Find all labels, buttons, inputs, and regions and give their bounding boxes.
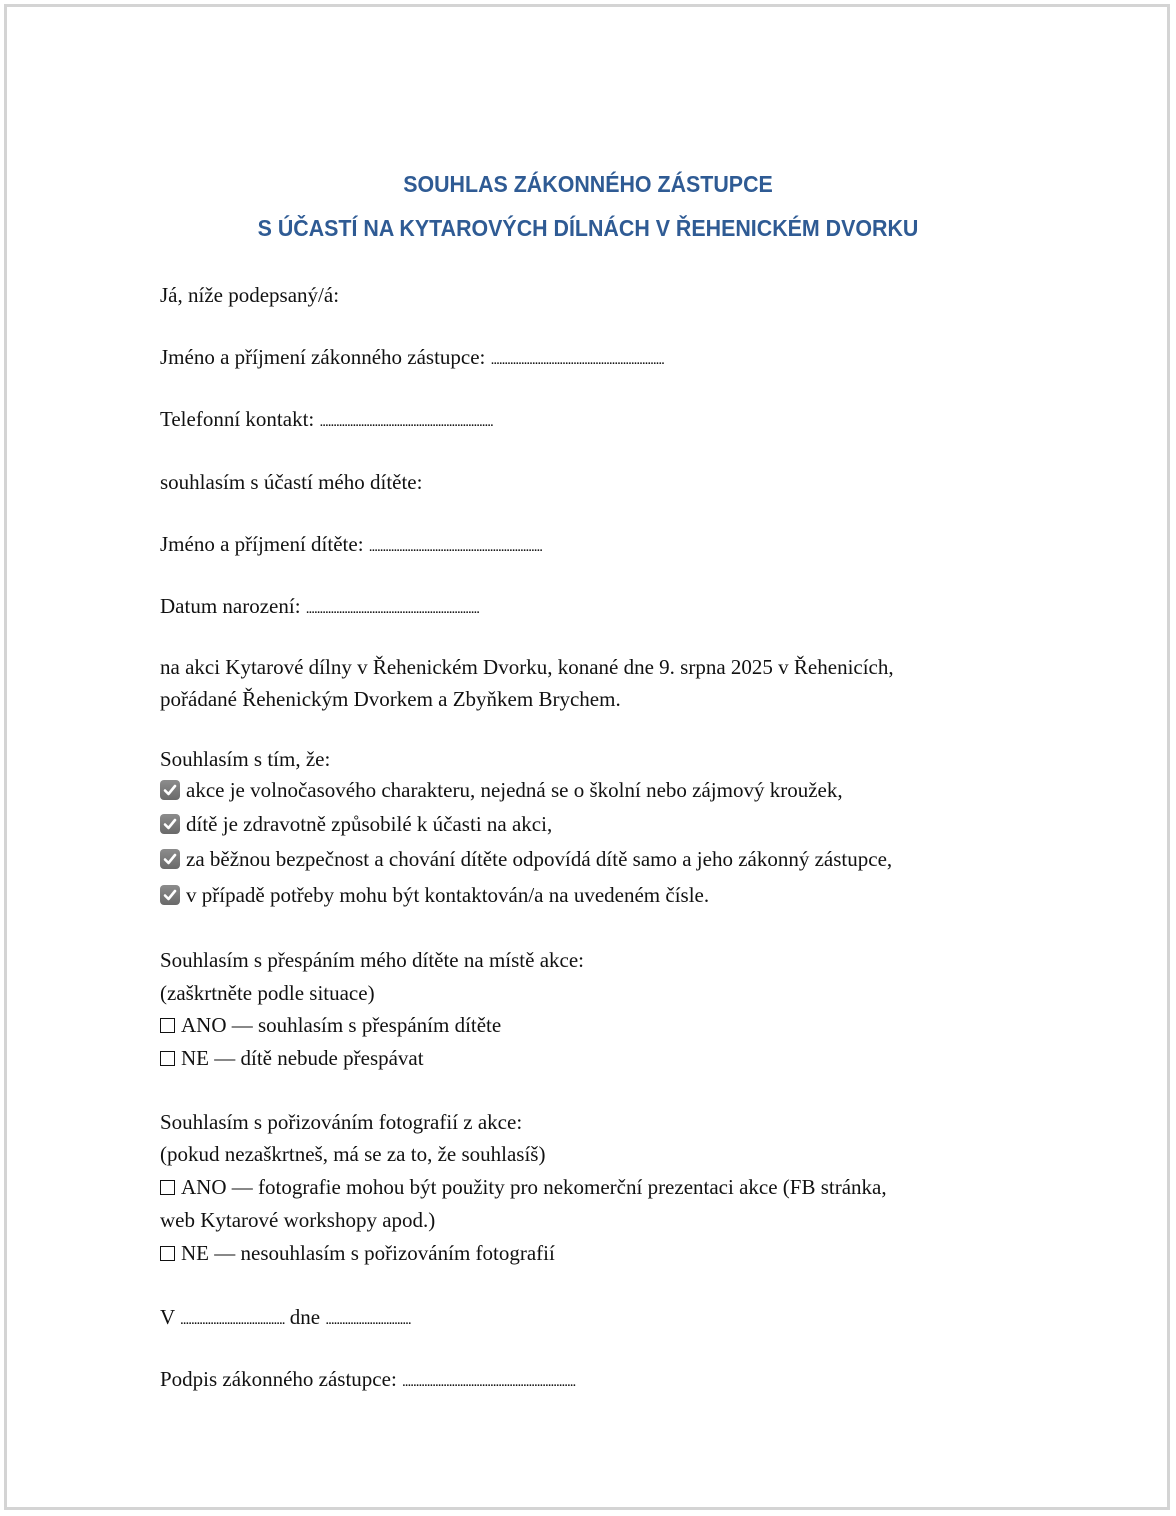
overnight-option-no[interactable]	[160, 1046, 424, 1071]
date-label: dne	[289, 1305, 321, 1329]
agreement-item-text: dítě je zdravotně způsobilé k účasti na akci,	[186, 812, 553, 836]
event-text-line-2: pořádané Řehenickým Dvorkem a Zbyňkem Brychem.	[160, 687, 621, 711]
guardian-name-label: Jméno a příjmení zákonného zástupce:	[160, 345, 486, 369]
agreement-item-text: v případě potřeby mohu být kontaktován/a na uvedeném čísle.	[186, 883, 710, 907]
birth-date-label: Datum narození:	[160, 594, 301, 618]
document-title-line-2: S ÚČASTÍ NA KYTAROVÝCH DÍLNÁCH V ŘEHENICKÉM DVORKU	[257, 215, 919, 241]
phone-field	[160, 407, 493, 432]
intro-text: Já, níže podepsaný/á:	[160, 283, 340, 307]
overnight-option-yes[interactable]	[160, 1013, 501, 1038]
checked-checkbox-icon[interactable]	[160, 849, 180, 869]
photos-heading: Souhlasím s pořizováním fotografií z akce:	[160, 1110, 523, 1134]
photos-note: (pokud nezaškrtneš, má se za to, že souhlasíš)	[160, 1142, 546, 1166]
guardian-name-blank[interactable]: ...............................................................	[490, 352, 664, 368]
overnight-option-yes-text: ANO — souhlasím s přespáním dítěte	[181, 1013, 502, 1037]
checked-checkbox-icon[interactable]	[160, 780, 180, 800]
photos-option-no[interactable]	[160, 1241, 555, 1266]
child-name-label: Jméno a příjmení dítěte:	[160, 532, 364, 556]
signature-label: Podpis zákonného zástupce:	[160, 1367, 397, 1391]
birth-date-blank[interactable]: ...............................................................	[305, 601, 480, 617]
photos-option-yes[interactable]	[160, 1175, 887, 1200]
agreement-item[interactable]	[160, 883, 709, 908]
photos-option-yes-text: ANO — fotografie mohou být použity pro nekomerční prezentaci akce (FB stránka,	[181, 1175, 887, 1199]
event-text-line-1: na akci Kytarové dílny v Řehenickém Dvorku, konané dne 9. srpna 2025 v Řehenicích,	[160, 655, 894, 679]
child-name-blank[interactable]: ...............................................................	[368, 539, 543, 555]
date-blank[interactable]: ...............................	[325, 1312, 411, 1328]
guardian-name-field	[160, 345, 664, 370]
checked-checkbox-icon[interactable]	[160, 814, 180, 834]
birth-date-field	[160, 594, 479, 619]
place-label: V	[160, 1305, 175, 1329]
agreement-item-text: za běžnou bezpečnost a chování dítěte odpovídá dítě samo a jeho zákonný zástupce,	[186, 847, 893, 871]
empty-checkbox-icon[interactable]	[160, 1180, 175, 1195]
overnight-note: (zaškrtněte podle situace)	[160, 981, 375, 1005]
checked-checkbox-icon[interactable]	[160, 885, 180, 905]
child-name-field	[160, 532, 542, 557]
overnight-heading: Souhlasím s přespáním mého dítěte na místě akce:	[160, 948, 584, 972]
agreement-item-text: akce je volnočasového charakteru, nejedná se o školní nebo zájmový kroužek,	[186, 778, 843, 802]
empty-checkbox-icon[interactable]	[160, 1051, 175, 1066]
overnight-option-no-text: NE — dítě nebude přespávat	[181, 1046, 424, 1070]
empty-checkbox-icon[interactable]	[160, 1018, 175, 1033]
consent-child-text: souhlasím s účastí mého dítěte:	[160, 470, 423, 494]
agreement-item[interactable]	[160, 812, 552, 837]
agreement-item[interactable]	[160, 847, 892, 872]
signature-blank[interactable]: ...............................................................	[402, 1374, 576, 1390]
agreement-heading: Souhlasím s tím, že:	[160, 747, 331, 771]
photos-option-yes-continuation: web Kytarové workshopy apod.)	[160, 1208, 436, 1232]
place-date-line	[160, 1305, 411, 1330]
empty-checkbox-icon[interactable]	[160, 1246, 175, 1261]
signature-line	[160, 1367, 575, 1392]
place-blank[interactable]: ......................................	[180, 1312, 285, 1328]
document-title-line-1: SOUHLAS ZÁKONNÉHO ZÁSTUPCE	[403, 171, 773, 197]
photos-option-no-text: NE — nesouhlasím s pořizováním fotografií	[181, 1241, 555, 1265]
phone-blank[interactable]: ...............................................................	[319, 414, 493, 430]
agreement-item[interactable]	[160, 778, 843, 803]
phone-label: Telefonní kontakt:	[160, 407, 315, 431]
